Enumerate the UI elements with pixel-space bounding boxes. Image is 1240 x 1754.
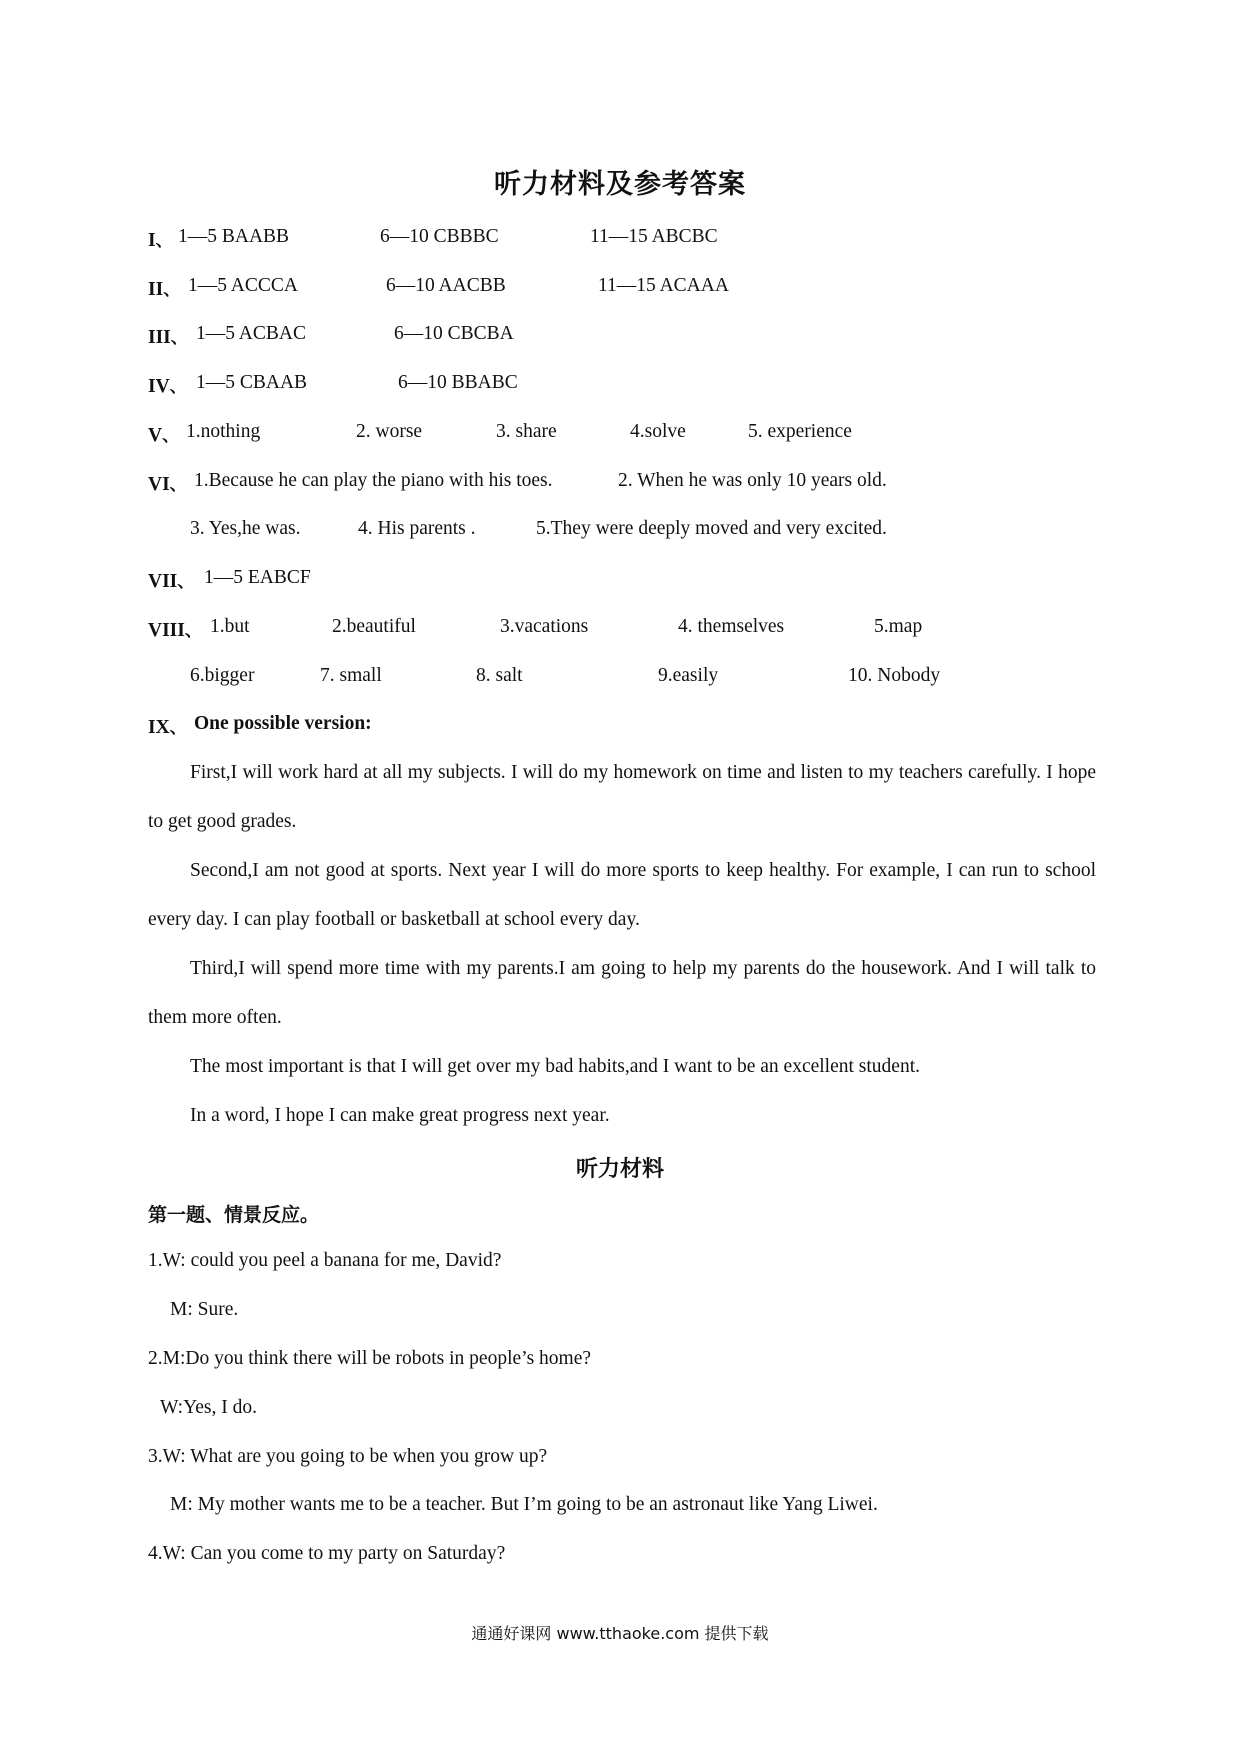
- section-separator: 、: [170, 328, 188, 348]
- answer-group: 1—5 CBAAB: [196, 372, 308, 393]
- answer-group: 1—5 BAABB: [178, 226, 290, 247]
- listening-title: 听力材料: [575, 1157, 664, 1182]
- answer-group: 1—5 ACBAC: [196, 323, 306, 344]
- section-separator: 、: [169, 377, 187, 397]
- section-number: V: [148, 425, 163, 446]
- answer-group: 6—10 CBBBC: [380, 226, 499, 247]
- section-number: I: [148, 230, 156, 251]
- section-number: VIII: [148, 620, 185, 641]
- section-separator: 、: [184, 621, 202, 641]
- answer-item: 1.but: [210, 616, 250, 637]
- answer-item: 2. worse: [356, 421, 423, 442]
- answer-group: 11—15 ACAAA: [598, 275, 729, 296]
- dialogue-line: M: My mother wants me to be a teacher. But I’m going to be an astronaut like Yang Liwei.: [170, 1494, 878, 1515]
- section-separator: 、: [155, 231, 173, 251]
- section-separator: 、: [169, 475, 187, 495]
- essay-paragraph: First,I will work hard at all my subjects. I will do my homework on time and listen to my teachers carefully. I hope to get good grades.: [148, 762, 1096, 832]
- dialogue-line: W:Yes, I do.: [160, 1397, 257, 1418]
- answer-item: 4.solve: [630, 421, 686, 442]
- answer-group: 6—10 CBCBA: [394, 323, 514, 344]
- answer-item: 10. Nobody: [848, 665, 941, 686]
- dialogue-line: 4.W: Can you come to my party on Saturday?: [148, 1543, 506, 1564]
- answer-item: 6.bigger: [190, 665, 255, 686]
- section-number: III: [148, 327, 171, 348]
- answer-item: 4. themselves: [678, 616, 785, 637]
- answer-item: 2.beautiful: [332, 616, 416, 637]
- essay-paragraph: Second,I am not good at sports. Next year I will do more sports to keep healthy. For example, I can run to school every day. I can play football or basketball at school every day.: [148, 860, 1096, 930]
- essay-paragraph: In a word, I hope I can make great progress next year.: [190, 1105, 610, 1126]
- answer-item: 5. experience: [748, 421, 852, 442]
- section-separator: 、: [177, 572, 195, 592]
- section-number: IV: [148, 376, 170, 397]
- essay-paragraph: The most important is that I will get over my bad habits,and I want to be an excellent student.: [190, 1056, 920, 1077]
- section-number: VI: [148, 474, 170, 495]
- section-number: II: [148, 279, 164, 300]
- answer-item: 1.nothing: [186, 421, 261, 442]
- answer-item: 3. share: [496, 421, 557, 442]
- answer-item: 5.map: [874, 616, 923, 637]
- essay-paragraph: Third,I will spend more time with my parents.I am going to help my parents do the housework. And I will talk to them more often.: [148, 958, 1096, 1028]
- page-title: 听力材料及参考答案: [494, 169, 746, 200]
- answer-item: 3. Yes,he was.: [190, 518, 301, 539]
- section-number: VII: [148, 571, 178, 592]
- section-separator: 、: [163, 280, 181, 300]
- answer-group: 11—15 ABCBC: [590, 226, 718, 247]
- answer-item: 4. His parents .: [358, 518, 476, 539]
- page-footer: 通通好课网 www.tthaoke.com 提供下载: [471, 1624, 769, 1643]
- section-separator: 、: [162, 426, 180, 446]
- section-separator: 、: [169, 718, 187, 738]
- section-heading: 第一题、情景反应。: [148, 1204, 320, 1226]
- answer-item: 8. salt: [476, 665, 523, 686]
- dialogue-line: 2.M:Do you think there will be robots in people’s home?: [148, 1348, 592, 1369]
- answer-item: 5.They were deeply moved and very excited.: [536, 518, 887, 539]
- answer-group: 1—5 EABCF: [204, 567, 311, 588]
- dialogue-line: 3.W: What are you going to be when you grow up?: [148, 1446, 548, 1467]
- answer-group: 1—5 ACCCA: [188, 275, 298, 296]
- answer-item: 7. small: [320, 665, 382, 686]
- section-number: IX: [148, 717, 170, 738]
- answer-item: 3.vacations: [500, 616, 589, 637]
- answer-group: 6—10 AACBB: [386, 275, 506, 296]
- answer-item: 1.Because he can play the piano with his toes.: [194, 470, 553, 491]
- answer-item: 9.easily: [658, 665, 719, 686]
- answer-item: 2. When he was only 10 years old.: [618, 470, 887, 491]
- essay-heading: One possible version:: [194, 713, 372, 734]
- dialogue-line: M: Sure.: [170, 1299, 239, 1320]
- answer-group: 6—10 BBABC: [398, 372, 518, 393]
- dialogue-line: 1.W: could you peel a banana for me, David?: [148, 1250, 502, 1271]
